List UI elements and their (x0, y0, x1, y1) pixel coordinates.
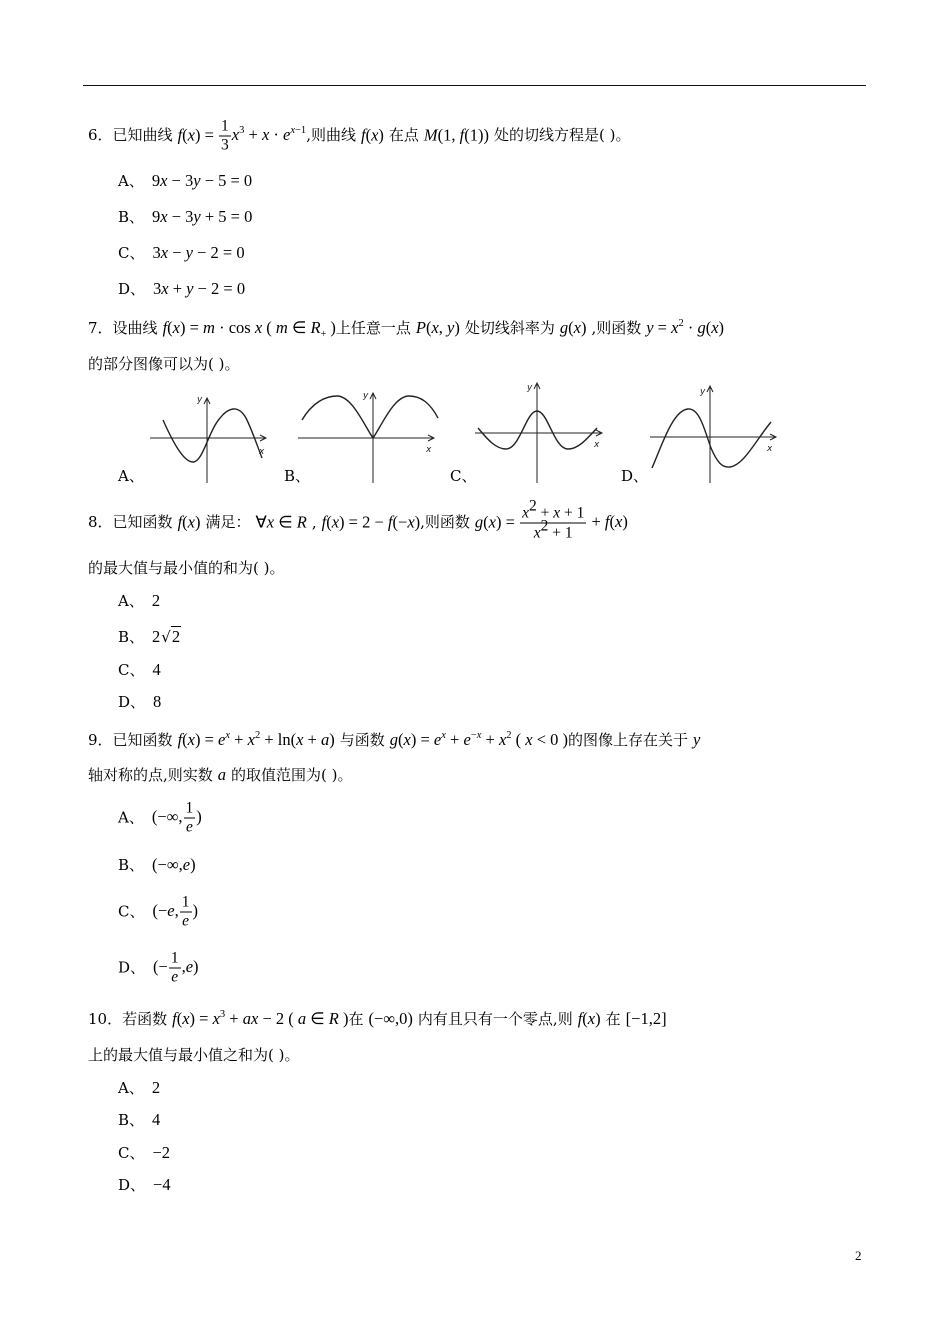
math-variable: e (185, 957, 194, 976)
math-variable: f (459, 125, 465, 144)
math-variable: y (186, 279, 194, 298)
math-variable: y (646, 318, 654, 337)
math-variable: x (331, 512, 340, 531)
stem-text: 处的切线方程是( )。 (493, 126, 631, 144)
fraction-numerator: 1 (221, 117, 229, 135)
stem-text: 与函数 (339, 731, 385, 749)
math-variable: x (290, 125, 296, 136)
math-variable: ax (242, 1009, 259, 1028)
fraction-denominator (180, 913, 192, 931)
math-variable: x (553, 504, 561, 522)
stem-text: ,则曲线 (306, 126, 356, 144)
superscript: −x (470, 730, 482, 741)
option-label: D、 (118, 1176, 146, 1194)
fraction (184, 800, 196, 837)
option-label: D、 (118, 693, 146, 711)
math: + e (445, 730, 471, 749)
fraction-numerator: 1 (170, 949, 179, 967)
option-text: 2 (151, 1078, 161, 1097)
math: ) (196, 807, 202, 826)
option-label: B、 (118, 208, 145, 226)
stem-text: ,则函数 (591, 319, 642, 337)
math-variable: g (697, 318, 706, 337)
graph-d-label: D、 (621, 467, 649, 485)
math: ,e) (181, 957, 199, 976)
fraction-denominator: 3 (221, 136, 229, 154)
question-number: 7． (88, 319, 113, 337)
option-text: −2 (152, 1143, 171, 1162)
math-variable: f (172, 1009, 177, 1028)
math-variable: x (187, 730, 195, 749)
q10-stem-line2: 上的最大值与最小值之和为( )。 (88, 1046, 300, 1064)
math: + x (481, 730, 507, 749)
stem-text: 上任意一点 (335, 319, 411, 337)
math-variable: f (387, 512, 393, 531)
stem-text: ,则函数 (420, 513, 470, 531)
math: y = x (646, 318, 679, 337)
option-label: A、 (118, 1079, 144, 1097)
math-variable: e (182, 912, 190, 930)
fraction-numerator: 1 (181, 893, 190, 911)
q9-stem-line1 (88, 729, 700, 751)
math: f(x) = x (172, 1009, 220, 1028)
q8-option-d (118, 691, 161, 713)
option-text: 3x + y − 2 = 0 (153, 279, 246, 298)
question-number: 10． (88, 1010, 123, 1028)
q8-option-a (118, 590, 160, 612)
math-variable: x (488, 512, 496, 531)
math: g(x) (559, 318, 587, 337)
math-variable: R (310, 318, 321, 337)
option-text: 9x − 3y − 5 = 0 (151, 171, 253, 190)
math-variable: f (177, 125, 183, 144)
stem-text: 在点 (388, 126, 419, 144)
math-variable: x (160, 207, 168, 226)
math-variable: g (389, 730, 398, 749)
math-variable: f (321, 512, 327, 531)
graph-a-y-label: y (197, 395, 203, 405)
superscript: 2 (678, 318, 684, 329)
math-variable: e (185, 818, 193, 836)
fraction (180, 894, 192, 931)
option-label: C、 (118, 244, 145, 262)
math-variable: x (212, 1009, 220, 1028)
graph-c (475, 383, 602, 483)
math-variable: a (297, 1009, 307, 1028)
fraction (169, 950, 181, 987)
math: · g(x) (683, 318, 725, 337)
stem-text: 设曲线 (112, 319, 158, 337)
math-variable: x (187, 512, 195, 531)
math: f(x) = 2 − f(−x) (321, 512, 421, 531)
math-variable: x (247, 730, 255, 749)
math-variable: m (203, 318, 215, 337)
graph-c-label: C、 (450, 467, 477, 485)
q9-option-c (118, 894, 198, 931)
stem-text: 处切线斜率为 (464, 319, 555, 337)
math: + x + 1 (536, 504, 585, 522)
math-variable: e (218, 730, 226, 749)
math: ( x < 0 ) (511, 730, 569, 749)
option-label: B、 (118, 628, 145, 646)
option-text: 9x − 3y + 5 = 0 (152, 207, 253, 226)
math-variable: R (328, 1009, 339, 1028)
math-variable: R (296, 512, 307, 531)
math-variable: f (577, 1009, 583, 1028)
math: f(x) (577, 1009, 601, 1028)
option-text: 4 (152, 660, 161, 679)
math-variable: x (161, 279, 169, 298)
graph-b-label: B、 (284, 467, 311, 485)
math-variable: x (441, 730, 446, 741)
math-variable: M (423, 125, 438, 144)
math-variable: x (225, 730, 231, 741)
math-variable: f (162, 318, 168, 337)
option-text: 2 (151, 591, 161, 610)
stem-text: 已知函数 (112, 513, 173, 531)
fraction-numerator: 1 (185, 799, 194, 817)
math (534, 525, 541, 542)
math-variable: x (254, 318, 263, 337)
math: (− (153, 957, 168, 976)
radicand: 2 (171, 627, 181, 646)
math: (−∞,0) (368, 1009, 413, 1028)
option-label: A、 (118, 172, 144, 190)
graph-b-x-label: x (426, 445, 432, 455)
math: f(x) = (177, 125, 219, 144)
option-label: C、 (118, 902, 145, 920)
math: f(x) = e (177, 730, 226, 749)
math: + 1 (548, 524, 573, 542)
graph-b-curve (302, 396, 438, 438)
math-variable: e (283, 125, 291, 144)
q10-option-b (118, 1109, 160, 1131)
math-variable: x (371, 125, 379, 144)
math-variable: f (604, 512, 610, 531)
graph-d-x-label: x (767, 444, 773, 454)
page-number: 2 (855, 1248, 862, 1263)
q6-option-d (118, 278, 245, 300)
math-variable: y (193, 207, 201, 226)
option-label: B、 (118, 1111, 145, 1129)
q7-stem-line1 (88, 317, 724, 339)
q8-stem-line2: 的最大值与最小值的和为( )。 (88, 559, 285, 577)
math-variable: f (177, 512, 183, 531)
graph-b-y-label: y (363, 391, 369, 401)
q8-option-b (118, 626, 181, 648)
math: ( m ∈ R (262, 318, 321, 337)
math-variable: f (360, 125, 366, 144)
superscript: 2 (506, 730, 512, 741)
graph-d (650, 386, 776, 483)
math: ∀x ∈ R (255, 512, 307, 531)
superscript: 3 (239, 125, 245, 136)
fraction-denominator (184, 819, 196, 837)
math-variable: a (320, 730, 330, 749)
math-variable: y (185, 243, 193, 262)
stem-text: 已知函数 (112, 731, 173, 749)
math-variable: e (182, 855, 191, 874)
math: ) (326, 318, 336, 337)
math-variable: x (522, 504, 529, 522)
math: g(x) = e (389, 730, 442, 749)
stem-text: 满足： (205, 513, 251, 531)
question-number: 9． (88, 731, 113, 749)
math-variable: y (193, 171, 201, 190)
stem-text: 的图像上存在关于 (568, 731, 689, 749)
math-variable: x (172, 318, 180, 337)
math-variable: x (711, 318, 719, 337)
fraction-numerator (520, 497, 586, 524)
option-label: C、 (118, 661, 145, 679)
graph-a-label: A、 (118, 467, 144, 485)
math: (−∞, (151, 807, 183, 826)
math: + x (230, 730, 255, 749)
subscript: + (320, 329, 327, 340)
fraction (520, 497, 586, 543)
math-variable: a (217, 765, 227, 784)
graph-a-curve (163, 409, 262, 462)
graph-d-curve (652, 409, 771, 468)
stem-text: 的取值范围为( )。 (231, 766, 353, 784)
q6-stem (88, 118, 630, 155)
q7-stem-line2: 的部分图像可以为( )。 (88, 355, 240, 373)
fraction (219, 118, 231, 155)
superscript: 2 (540, 517, 549, 535)
math-variable: x (403, 730, 411, 749)
question-number: 8． (88, 513, 113, 531)
graph-c-y-label: y (527, 383, 533, 393)
math-variable: e (433, 730, 442, 749)
option-text: (−∞,e) (152, 855, 196, 874)
q9-option-d (118, 950, 199, 987)
stem-text: 若函数 (122, 1010, 168, 1028)
graph-a-x-label: x (259, 447, 265, 457)
math: ) (192, 901, 198, 920)
q8-option-c (118, 659, 161, 681)
math-variable: e (167, 901, 175, 920)
stem-text: 在 (348, 1010, 364, 1028)
header-rule (83, 85, 866, 86)
stem-text: , (311, 513, 317, 531)
math-variable: x (533, 524, 541, 542)
math: (−e, (152, 901, 179, 920)
math-variable: x (160, 171, 168, 190)
stem-text: 轴对称的点,则实数 (88, 766, 213, 784)
math-variable: x (266, 512, 275, 531)
fraction-denominator (520, 517, 586, 543)
option-label: D、 (118, 280, 146, 298)
math (522, 505, 529, 522)
math: + f(x) (587, 512, 628, 531)
option-label: D、 (118, 958, 146, 976)
math-variable: y (447, 318, 455, 337)
q8-stem-line1 (88, 497, 628, 543)
stem-text: 已知曲线 (112, 126, 173, 144)
math-variable: x (615, 512, 623, 531)
math-variable: x (261, 125, 270, 144)
option-text: 3x − y − 2 = 0 (152, 243, 245, 262)
option-text: 4 (152, 1110, 161, 1129)
radical-sign: √ (161, 628, 171, 646)
math: [−1,2] (625, 1009, 667, 1028)
math-variable: e (171, 968, 179, 986)
math-variable: P (415, 318, 426, 337)
option-label: A、 (118, 592, 144, 610)
math: f(x) = m · cos x (162, 318, 263, 337)
option-label: B、 (118, 856, 145, 874)
math-variable: g (559, 318, 569, 337)
superscript: 2 (254, 730, 261, 741)
option-text: 8 (153, 692, 162, 711)
math: + ax − 2 ( a ∈ R ) (225, 1009, 349, 1028)
math: f(x) (177, 512, 201, 531)
math-variable: f (177, 730, 183, 749)
q6-option-b (118, 206, 252, 228)
graph-b (298, 391, 438, 483)
graph-a (150, 395, 266, 483)
math-variable: x (160, 243, 169, 262)
option-coefficient: 2 (152, 627, 161, 646)
math: M(1, f(1)) (423, 125, 489, 144)
math-variable: x (587, 1009, 596, 1028)
math: + ln(x + a) (260, 730, 335, 749)
superscript: x−1 (290, 125, 307, 136)
q10-option-a (118, 1077, 160, 1099)
q6-option-c (118, 242, 245, 264)
math (693, 730, 700, 749)
math (218, 765, 226, 784)
math-variable: x (296, 730, 304, 749)
option-label: A、 (118, 808, 144, 826)
stem-text: 内有且只有一个零点,则 (417, 1010, 573, 1028)
q10-option-d (118, 1174, 171, 1196)
q9-option-b (118, 854, 196, 876)
math-variable: y (693, 730, 701, 749)
superscript: 2 (528, 497, 537, 515)
math-variable: g (474, 512, 484, 531)
question-number: 6． (88, 126, 113, 144)
q6-option-a (118, 170, 252, 192)
math-variable: x (476, 730, 482, 741)
superscript: 3 (219, 1009, 226, 1020)
fraction-denominator (169, 969, 181, 987)
q9-stem-line2 (88, 764, 353, 786)
math-variable: x (671, 318, 679, 337)
math-variable: x (573, 318, 581, 337)
math: f(x) (360, 125, 384, 144)
q9-option-a (118, 800, 202, 837)
math-variable: x (431, 318, 439, 337)
graph-d-y-label: y (700, 387, 706, 397)
option-text: −4 (153, 1175, 171, 1194)
math-variable: e (463, 730, 471, 749)
math-variable: m (275, 318, 288, 337)
q10-stem-line1 (88, 1008, 667, 1030)
math-variable: x (187, 125, 195, 144)
math-variable: x (231, 125, 240, 144)
math-variable: x (525, 730, 533, 749)
math-variable: x (498, 730, 507, 749)
math-variable: x (407, 512, 415, 531)
math: g(x) = (474, 512, 520, 531)
q10-option-c (118, 1142, 170, 1164)
math: + x · e (244, 125, 291, 144)
option-label: C、 (118, 1144, 145, 1162)
math: P(x, y) (415, 318, 460, 337)
graph-c-x-label: x (594, 440, 600, 450)
stem-text: 在 (605, 1010, 621, 1028)
math-variable: x (182, 1009, 190, 1028)
